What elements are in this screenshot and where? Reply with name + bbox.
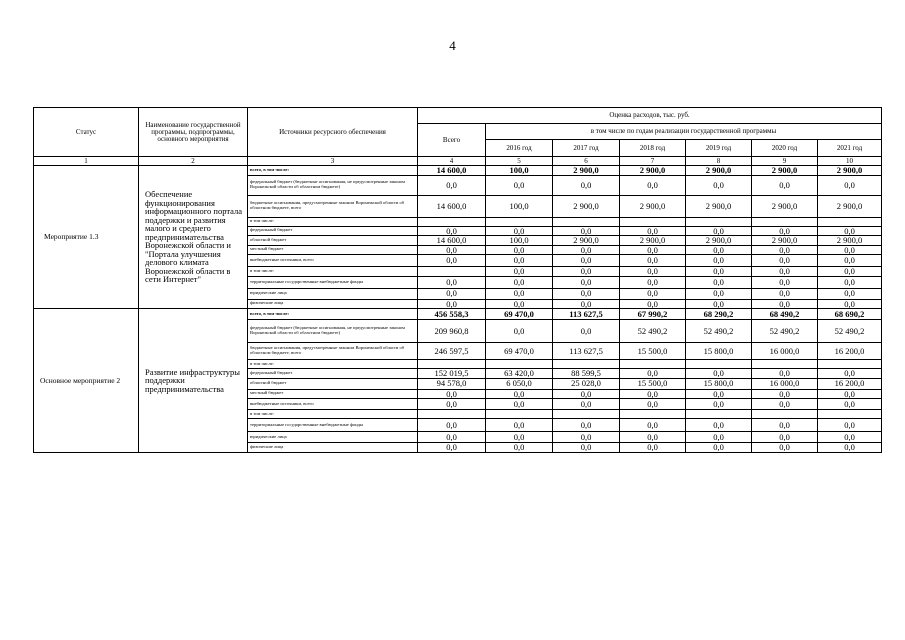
value-cell: 0,0 [418,399,486,410]
value-cell: 0,0 [553,432,620,443]
value-cell: 0,0 [818,276,882,288]
value-cell: 0,0 [418,175,486,195]
value-cell [686,217,752,226]
value-cell: 0,0 [752,175,818,195]
value-cell: 0,0 [818,369,882,379]
source-cell: юридические лица [248,288,418,299]
header-by-years: в том числе по годам реализации государственной программы [486,124,882,140]
value-cell: 0,0 [620,267,686,277]
value-cell: 0,0 [752,276,818,288]
value-cell: 0,0 [620,245,686,255]
status-cell: Мероприятие 1.3 [34,166,139,309]
value-cell: 0,0 [752,267,818,277]
value-cell: 0,0 [818,389,882,399]
source-cell: в том числе: [248,217,418,226]
value-cell [486,410,553,419]
value-cell: 14 600,0 [418,166,486,176]
value-cell: 6 050,0 [486,378,553,389]
value-cell: 0,0 [620,299,686,309]
value-cell: 0,0 [752,299,818,309]
value-cell: 0,0 [486,299,553,309]
value-cell: 0,0 [553,267,620,277]
value-cell: 0,0 [818,175,882,195]
source-cell: федеральный бюджет (бюджетные ассигнования, не предусмотренные законом Воронежской области об областном бюджете) [248,320,418,343]
value-cell: 0,0 [418,276,486,288]
source-cell: внебюджетные источники, всего [248,399,418,410]
value-cell: 0,0 [686,432,752,443]
source-cell: физические лица [248,443,418,453]
value-cell: 88 599,5 [553,369,620,379]
column-number: 7 [620,157,686,166]
value-cell: 0,0 [620,369,686,379]
value-cell: 0,0 [686,369,752,379]
value-cell: 0,0 [486,419,553,432]
value-cell: 2 900,0 [620,166,686,176]
column-number: 9 [752,157,818,166]
value-cell: 209 960,8 [418,320,486,343]
value-cell: 0,0 [418,419,486,432]
source-cell: в том числе: [248,360,418,369]
value-cell [686,410,752,419]
value-cell: 0,0 [553,175,620,195]
value-cell [418,217,486,226]
value-cell: 0,0 [418,255,486,267]
value-cell: 68 690,2 [818,309,882,320]
value-cell: 0,0 [686,226,752,236]
value-cell [818,217,882,226]
value-cell: 0,0 [486,267,553,277]
value-cell: 100,0 [486,236,553,246]
value-cell: 15 800,0 [686,343,752,360]
value-cell: 0,0 [818,432,882,443]
source-cell: внебюджетные источники, всего [248,255,418,267]
value-cell: 0,0 [686,389,752,399]
value-cell: 16 200,0 [818,378,882,389]
table-row [34,309,882,320]
value-cell: 0,0 [818,288,882,299]
value-cell: 0,0 [553,276,620,288]
value-cell: 2 900,0 [818,195,882,217]
value-cell: 0,0 [486,175,553,195]
value-cell [620,217,686,226]
value-cell: 16 000,0 [752,343,818,360]
value-cell: 0,0 [818,419,882,432]
value-cell: 25 028,0 [553,378,620,389]
value-cell [418,267,486,277]
value-cell: 2 900,0 [553,166,620,176]
value-cell: 0,0 [818,267,882,277]
header-total: Всего [418,124,486,157]
value-cell: 0,0 [553,320,620,343]
value-cell: 0,0 [486,443,553,453]
value-cell: 0,0 [620,399,686,410]
value-cell: 0,0 [553,389,620,399]
value-cell: 0,0 [752,288,818,299]
source-cell: территориальные государственные внебюджетные фонды [248,276,418,288]
value-cell [752,360,818,369]
value-cell: 0,0 [418,443,486,453]
value-cell [752,217,818,226]
value-cell: 0,0 [553,245,620,255]
value-cell: 2 900,0 [752,195,818,217]
value-cell: 0,0 [486,399,553,410]
value-cell: 2 900,0 [686,166,752,176]
value-cell: 0,0 [686,288,752,299]
source-cell: федеральный бюджет [248,226,418,236]
value-cell: 246 597,5 [418,343,486,360]
value-cell: 0,0 [686,399,752,410]
value-cell: 2 900,0 [818,166,882,176]
value-cell: 113 627,5 [553,343,620,360]
value-cell: 68 490,2 [752,309,818,320]
value-cell: 0,0 [686,299,752,309]
source-cell: бюджетные ассигнования, предусмотренные законом Воронежской области об областном бюджете, всего [248,343,418,360]
header-year: 2017 год [553,140,620,157]
value-cell [553,217,620,226]
value-cell [620,360,686,369]
value-cell: 0,0 [620,389,686,399]
value-cell: 0,0 [818,226,882,236]
value-cell: 0,0 [818,255,882,267]
value-cell: 15 500,0 [620,378,686,389]
value-cell [553,360,620,369]
value-cell: 0,0 [620,419,686,432]
source-cell: бюджетные ассигнования, предусмотренные законом Воронежской области об областном бюджете, всего [248,195,418,217]
value-cell [553,410,620,419]
value-cell [418,360,486,369]
value-cell: 69 470,0 [486,309,553,320]
page-number: 4 [449,38,456,53]
column-number: 6 [553,157,620,166]
value-cell: 0,0 [686,419,752,432]
header-year: 2019 год [686,140,752,157]
value-cell: 16 200,0 [818,343,882,360]
value-cell: 0,0 [752,443,818,453]
value-cell: 0,0 [486,255,553,267]
source-cell: областной бюджет [248,236,418,246]
value-cell: 69 470,0 [486,343,553,360]
value-cell: 0,0 [620,288,686,299]
value-cell: 0,0 [818,245,882,255]
value-cell: 14 600,0 [418,195,486,217]
value-cell: 94 578,0 [418,378,486,389]
value-cell: 0,0 [418,299,486,309]
value-cell: 2 900,0 [686,195,752,217]
value-cell: 0,0 [686,443,752,453]
value-cell: 2 900,0 [752,166,818,176]
source-cell: всего, в том числе: [248,309,418,320]
header-status: Статус [34,108,139,157]
value-cell: 52 490,2 [620,320,686,343]
source-cell: федеральный бюджет [248,369,418,379]
value-cell: 0,0 [620,175,686,195]
value-cell: 0,0 [553,255,620,267]
value-cell: 0,0 [686,245,752,255]
value-cell: 0,0 [620,255,686,267]
program-name-cell: Обеспечение функционирования информационного портала поддержки и развития малого и среднего предпринимательства Воронежской области и "Портала улучшения делового климата Воронежской области в сети Интернет" [139,166,248,309]
column-number: 2 [139,157,248,166]
value-cell: 0,0 [486,245,553,255]
value-cell: 0,0 [818,299,882,309]
value-cell: 2 900,0 [553,195,620,217]
value-cell: 67 990,2 [620,309,686,320]
value-cell [418,410,486,419]
value-cell: 2 900,0 [620,195,686,217]
value-cell: 0,0 [686,175,752,195]
value-cell: 0,0 [818,399,882,410]
value-cell: 0,0 [620,226,686,236]
value-cell: 0,0 [418,432,486,443]
value-cell [620,410,686,419]
source-cell: областной бюджет [248,378,418,389]
value-cell: 0,0 [486,276,553,288]
value-cell: 0,0 [418,389,486,399]
header-year: 2020 год [752,140,818,157]
value-cell: 68 290,2 [686,309,752,320]
value-cell: 0,0 [686,267,752,277]
source-cell: федеральный бюджет (бюджетные ассигнования, не предусмотренные законом Воронежской области об областном бюджете) [248,175,418,195]
value-cell: 0,0 [553,399,620,410]
value-cell: 15 800,0 [686,378,752,389]
value-cell: 63 420,0 [486,369,553,379]
source-cell: местный бюджет [248,389,418,399]
value-cell: 152 019,5 [418,369,486,379]
value-cell: 456 558,3 [418,309,486,320]
header-year: 2018 год [620,140,686,157]
source-cell: в том числе: [248,267,418,277]
value-cell: 0,0 [418,288,486,299]
column-number: 3 [248,157,418,166]
value-cell: 0,0 [553,419,620,432]
value-cell: 0,0 [553,288,620,299]
value-cell [818,410,882,419]
value-cell: 100,0 [486,166,553,176]
value-cell [752,410,818,419]
column-number: 8 [686,157,752,166]
value-cell: 0,0 [486,389,553,399]
value-cell: 2 900,0 [553,236,620,246]
value-cell [486,217,553,226]
value-cell: 2 900,0 [818,236,882,246]
header-year: 2016 год [486,140,553,157]
value-cell: 0,0 [752,369,818,379]
value-cell: 2 900,0 [620,236,686,246]
value-cell: 0,0 [486,226,553,236]
value-cell: 2 900,0 [686,236,752,246]
header-sources: Источники ресурсного обеспечения [248,108,418,157]
value-cell: 0,0 [486,432,553,443]
header-year: 2021 год [818,140,882,157]
value-cell: 0,0 [752,226,818,236]
value-cell: 0,0 [486,288,553,299]
program-name-cell: Развитие инфраструктуры поддержки предпринимательства [139,309,248,453]
value-cell: 0,0 [686,276,752,288]
column-number: 4 [418,157,486,166]
value-cell: 0,0 [553,299,620,309]
column-number: 5 [486,157,553,166]
value-cell [686,360,752,369]
header-program-name: Наименование государственной программы, подпрограммы, основного мероприятия [139,108,248,157]
value-cell: 113 627,5 [553,309,620,320]
value-cell: 0,0 [752,245,818,255]
value-cell: 14 600,0 [418,236,486,246]
value-cell [486,360,553,369]
value-cell: 0,0 [818,443,882,453]
value-cell: 100,0 [486,195,553,217]
header-estimate: Оценка расходов, тыс. руб. [418,108,882,124]
source-cell: в том числе: [248,410,418,419]
value-cell: 0,0 [752,255,818,267]
value-cell: 52 490,2 [686,320,752,343]
resource-budget-table [33,107,882,453]
value-cell: 52 490,2 [818,320,882,343]
table-row [34,166,882,176]
value-cell: 52 490,2 [752,320,818,343]
source-cell: всего, в том числе: [248,166,418,176]
source-cell: местный бюджет [248,245,418,255]
value-cell: 15 500,0 [620,343,686,360]
value-cell: 0,0 [752,432,818,443]
value-cell: 0,0 [486,320,553,343]
value-cell: 0,0 [418,226,486,236]
value-cell: 0,0 [686,255,752,267]
value-cell: 0,0 [752,389,818,399]
value-cell: 0,0 [620,443,686,453]
value-cell: 0,0 [553,443,620,453]
value-cell: 0,0 [620,432,686,443]
source-cell: юридические лица [248,432,418,443]
value-cell: 0,0 [752,419,818,432]
value-cell: 0,0 [752,399,818,410]
value-cell: 2 900,0 [752,236,818,246]
value-cell: 16 000,0 [752,378,818,389]
value-cell: 0,0 [620,276,686,288]
source-cell: физические лица [248,299,418,309]
source-cell: территориальные государственные внебюджетные фонды [248,419,418,432]
status-cell: Основное мероприятие 2 [34,309,139,453]
value-cell [818,360,882,369]
value-cell: 0,0 [553,226,620,236]
column-number: 1 [34,157,139,166]
value-cell: 0,0 [418,245,486,255]
column-number: 10 [818,157,882,166]
